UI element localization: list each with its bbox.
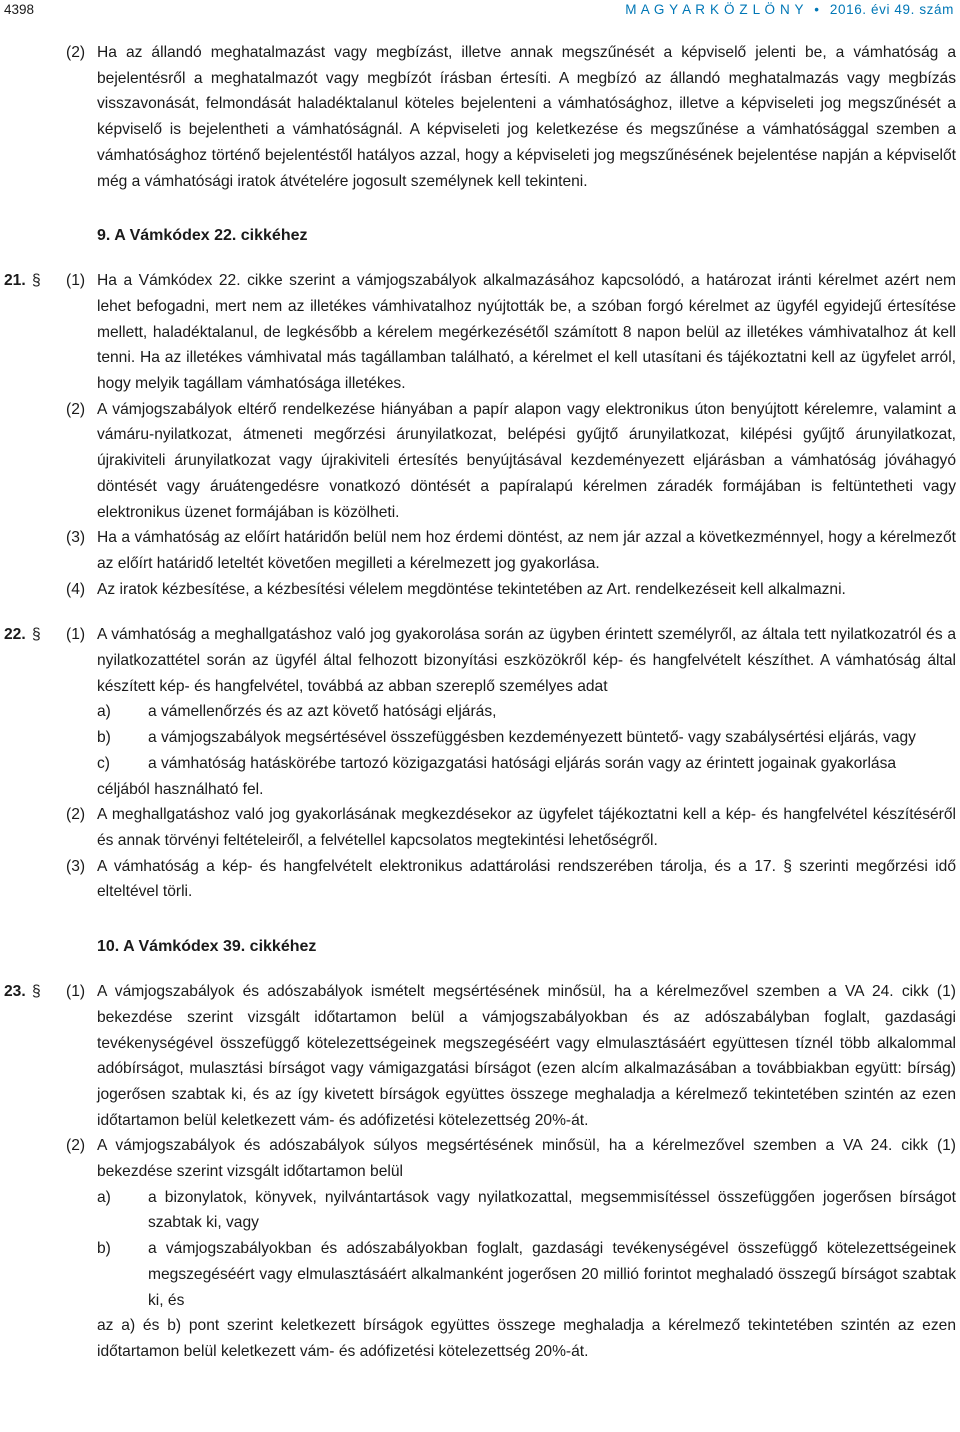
- section-number: 22.: [4, 626, 26, 644]
- section-21-paragraph-3: [0, 525, 960, 576]
- section-23: [0, 979, 960, 1133]
- document-body: [0, 40, 960, 1365]
- section-sign: §: [32, 983, 41, 1001]
- paragraph-text: Az iratok kézbesítése, a kézbesítési vélelem megdöntése tekintetében az Art. rendelkezéseit kell alkalmazni.: [97, 580, 846, 598]
- paragraph-text: Ha a Vámkódex 22. cikke szerint a vámjogszabályok alkalmazásához kapcsolódó, a határozat iránti kérelmet azért nem lehet befogadni, mert nem az illetékes vámhivatalhoz nyújtották be, a szóban forgó kérelmet az ügyfél egyidejű értesítése mellett, haladéktalanul, de legkésőbb a kérelem megérkezésétől számított 8 napon belül az illetékes vámhivatalhoz át kell tenni. Ha az illetékes vámhivatal más tagállamban található, a kérelmet el kell utasítani és tájékoztatni kell az ügyfelet arról, hogy melyik tagállam vámhatósága illetékes.: [97, 272, 956, 393]
- list-item: [0, 751, 960, 777]
- paragraph-text: Ha az állandó meghatalmazást vagy megbízást, illetve annak megszűnését a képviselő jelenti be, a vámhatóság a bejelentésről a meghatalmazót vagy megbízót írásban értesíti. A megbízó az állandó meghatalmazás vagy megbízás visszavonását, felmondását haladéktalanul köteles bejelenteni a vámhatósághoz, illetve a képviseleti jog megszűnését a képviselő is bejelentheti a vámhatóságnál. A képviseleti jog keletkezése és megszűnése a vámhatósággal szemben a vámhatósághoz történő bejelentéstől hatályos azzal, hogy a képviseleti jog megszűnésének bejelentése napján a képviselőt még a vámhatósági iratok átvételére jogosult személynek kell tekinteni.: [97, 44, 956, 190]
- paragraph-text: A vámhatóság a kép- és hangfelvételt elektronikus adattárolási rendszerében tárolja, és a 17. § szerinti megőrzési idő elteltével törli.: [97, 857, 956, 901]
- paragraph-text: A vámjogszabályok és adószabályok ismételt megsértésének minősül, ha a kérelmezővel szemben a VA 24. cikk (1) bekezdése szerint vizsgált időtartamon belül a vámjogszabályokban és az adószabályban foglalt, gazdasági tevékenységével összefüggő kötelezettségeinek megszegéséért vagy elmulasztásáért együttesen tíznél több alkalommal adóbírságot, mulasztási bírságot vagy vámigazgatási bírságot (ezen alcím alkalmazásában a továbbiakban együtt: bírság) jogerősen szabtak ki, és az így kivetett bírságok együttes összege meghaladja a kérelmező tekintetében szintén az ezen időtartamon belül keletkezett vám- és adófizetési kötelezettség 20%-át.: [97, 983, 956, 1129]
- list-item-text: a bizonylatok, könyvek, nyilvántartások vagy nyilatkozattal, megsemmisítéssel összefüggően jogerősen bírságot szabtak ki, vagy: [148, 1188, 956, 1232]
- paragraph-tail: céljából használható fel.: [97, 780, 264, 798]
- list-item-label: c): [97, 754, 110, 772]
- section-21-paragraph-2: [0, 397, 960, 526]
- page-header: [0, 0, 960, 24]
- section-heading-10: 10. A Vámkódex 39. cikkéhez: [97, 938, 317, 956]
- list-item-text: a vámhatóság hatáskörébe tartozó közigazgatási hatósági eljárás során vagy az érintett jogainak gyakorlása: [148, 754, 897, 772]
- page-number: 4398: [4, 2, 35, 17]
- section-22-paragraph-2: [0, 802, 960, 853]
- list-item-text: a vámjogszabályokban és adószabályokban foglalt, gazdasági tevékenységével összefüggő kötelezettségeinek megszegéséért vagy elmulasztásáért alkalmanként jogerősen 20 millió forintot meghaladó összegű bírságot szabtak ki, és: [148, 1240, 956, 1309]
- paragraph-number: (3): [66, 529, 86, 547]
- list-item: [0, 699, 960, 725]
- paragraph-number: (3): [66, 857, 86, 875]
- section-heading-9: 9. A Vámkódex 22. cikkéhez: [97, 227, 308, 245]
- paragraph-number: (1): [66, 983, 86, 1001]
- list-item-label: b): [97, 729, 111, 747]
- paragraph-number: (1): [66, 626, 86, 644]
- paragraph-number: (1): [66, 272, 86, 290]
- section-sign: §: [32, 626, 41, 644]
- paragraph-text: A vámjogszabályok eltérő rendelkezése hiányában a papír alapon vagy elektronikus úton benyújtott kérelemre, valamint a vámáru-nyilatkozat, átmeneti megőrzési árunyilatkozat, belépési gyűjtő árunyilatkozat, kilépési gyűjtő árunyilatkozat, újrakiviteli árunyilatkozat vagy újrakiviteli értesítés benyújtásával kezdeményezett eljárásban a vámhatóság jóváhagyó döntését vagy áruátengedésre vonatkozó döntését a papíralapú kérelmen záradék formájában is feltüntetheti vagy elektronikus üzenet formájában is közölheti.: [97, 400, 956, 521]
- section-23-paragraph-2: [0, 1133, 960, 1184]
- list-item-label: a): [97, 703, 111, 721]
- list-item: [0, 725, 960, 751]
- paragraph-text: A vámjogszabályok és adószabályok súlyos megsértésének minősül, ha a kérelmezővel szemben a VA 24. cikk (1) bekezdése szerint vizsgált időtartamon belül: [97, 1137, 956, 1181]
- section-number: 21.: [4, 272, 26, 290]
- paragraph-number: (2): [66, 44, 86, 61]
- section-22: [0, 622, 960, 699]
- section-number: 23.: [4, 983, 26, 1001]
- section-21: [0, 268, 960, 397]
- publication-info: [625, 2, 954, 17]
- paragraph-number: (2): [66, 400, 86, 418]
- list-item-label: b): [97, 1240, 111, 1258]
- paragraph-text: A vámhatóság a meghallgatáshoz való jog gyakorolása során az ügyben érintett személyről, az általa tett nyilatkozatról és a nyilatkozattétel során az ügyfél által felhozott bizonyítási eszközökről kép- és hangfelvételt készíthet. A vámhatóság által készített kép- és hangfelvétel, továbbá az abban szereplő személyes adat: [97, 626, 956, 695]
- list-item: [0, 1236, 960, 1313]
- paragraph-tail: az a) és b) pont szerint keletkezett bírságok együttes összege meghaladja a kérelmező tekintetében szintén az ezen időtartamon belül keletkezett vám- és adófizetési kötelezettség 20%-át.: [97, 1317, 956, 1360]
- section-sign: §: [32, 272, 41, 290]
- list-item: [0, 1185, 960, 1236]
- section-22-paragraph-3: [0, 854, 960, 905]
- paragraph-number: (2): [66, 806, 86, 824]
- list-item-text: a vámjogszabályok megsértésével összefüggésben kezdeményezett büntető- vagy szabálysértési eljárás, vagy: [148, 729, 916, 747]
- header-separator: •: [814, 2, 820, 17]
- paragraph-text: A meghallgatáshoz való jog gyakorlásának megkezdésekor az ügyfelet tájékoztatni kell a kép- és hangfelvétel készítéséről és annak törvényi feltételeiről, a felvétellel kapcsolatos megtekintési lehetőségről.: [97, 806, 956, 849]
- intro-paragraph-2: [0, 40, 960, 194]
- list-item-label: a): [97, 1188, 111, 1206]
- publication-title: M A G Y A R K Ö Z L Ö N Y: [625, 2, 804, 17]
- list-item-text: a vámellenőrzés és az azt követő hatósági eljárás,: [148, 703, 497, 721]
- section-21-paragraph-4: [0, 577, 960, 603]
- paragraph-text: Ha a vámhatóság az előírt határidőn belül nem hoz érdemi döntést, az nem jár azzal a következménnyel, hogy a kérelmezőt az előírt határidő leteltét követően megilleti a kérelmezett jog gyakorlása.: [97, 529, 956, 572]
- paragraph-number: (4): [66, 580, 86, 598]
- issue-label: 2016. évi 49. szám: [829, 2, 954, 17]
- paragraph-number: (2): [66, 1137, 86, 1155]
